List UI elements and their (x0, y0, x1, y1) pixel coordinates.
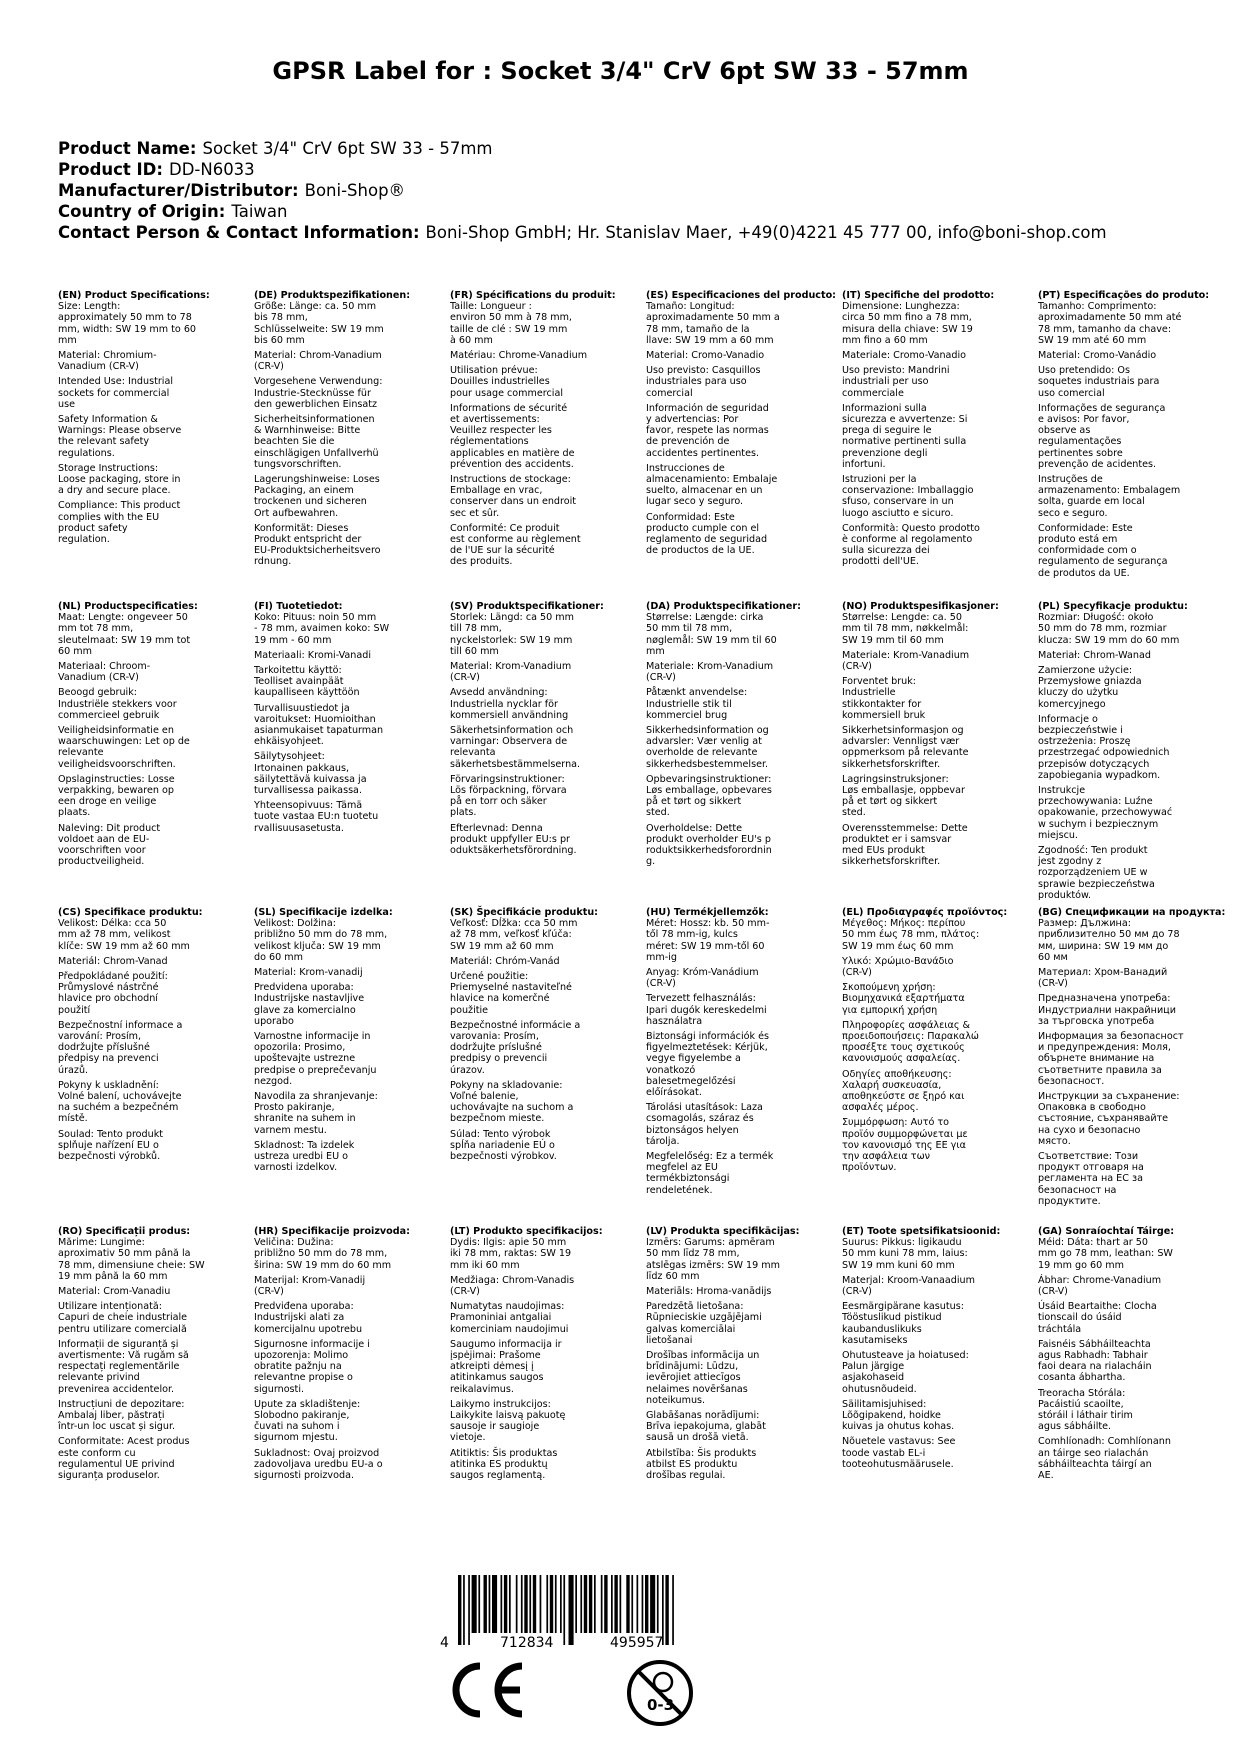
barcode-bar (584, 1575, 587, 1633)
section-paragraph: Méret: Hossz: kb. 50 mm- től 78 mm-ig, kulcs méret: SW 19 mm-től 60 mm-ig (646, 918, 770, 963)
section-paragraph: Compliance: This product complies with the EU product safety regulation. (58, 500, 181, 546)
spec-section (450, 601, 638, 860)
barcode-digits: 495957 (610, 1635, 664, 1650)
section-paragraph: Medžiaga: Chrom-Vanadis (CR-V) (450, 1274, 575, 1298)
section-heading: (NL) Productspecificaties: (58, 601, 198, 612)
barcode-bar (611, 1575, 613, 1633)
section-heading: (EN) Product Specifications: (58, 290, 210, 301)
section-paragraph: Opbevaringsinstruktioner: Løs emballage, opbevares på et tørt og sikkert sted. (646, 773, 772, 819)
spec-section (646, 290, 837, 560)
section-paragraph: Instrucțiuni de depozitare: Ambalaj liber, păstrați într-un loc uscat și sigur. (58, 1398, 185, 1433)
section-paragraph: Materijal: Krom-Vanadij (CR-V) (254, 1274, 366, 1298)
section-paragraph: Upute za skladištenje: Slobodno pakiranje, čuvati na suhom i sigurnom mjestu. (254, 1398, 361, 1444)
section-paragraph: Größe: Länge: ca. 50 mm bis 78 mm, Schlüsselweite: SW 19 mm bis 60 mm (254, 301, 384, 346)
section-paragraph: Safety Information & Warnings: Please observe the relevant safety regulations. (58, 414, 182, 459)
contact-label: Contact Person & Contact Information: (58, 223, 420, 242)
spec-section (842, 1226, 1030, 1474)
spec-section (1038, 907, 1226, 1211)
barcode-bar (504, 1575, 507, 1633)
section-paragraph: Maat: Lengte: ongeveer 50 mm tot 78 mm, sleutelmaat: SW 19 mm tot 60 mm (58, 612, 191, 657)
section-paragraph: Bezpečnostné informácie a varovania: Prosím, dodržujte príslušné predpisy o prevencii úrazov. (450, 1019, 581, 1076)
section-paragraph: Treoracha Stórála: Pacáistiú scaoilte, stóráil i láthair tirim agus sábháilte. (1038, 1387, 1133, 1433)
section-paragraph: Sikkerhetsinformasjon og advarsler: Vennligst vær oppmerksom på relevante sikkerhetsforskrifter. (842, 725, 969, 770)
section-paragraph: Uso previsto: Mandrini industriali per uso commerciale (842, 365, 950, 399)
section-paragraph: Atbilstība: Šis produkts atbilst ES produktu drošības regulai. (646, 1447, 757, 1482)
section-paragraph: Størrelse: Lengde: ca. 50 mm til 78 mm, nøkkelmål: SW 19 mm til 60 mm (842, 612, 969, 646)
section-paragraph: Sukladnost: Ovaj proizvod zadovoljava uredbu EU-a o sigurnosti proizvoda. (254, 1447, 383, 1482)
section-paragraph: Mărime: Lungime: aproximativ 50 mm până la 78 mm, dimensiune cheie: SW 19 mm până la 60 mm (58, 1237, 205, 1282)
section-paragraph: Materjal: Kroom-Vanaadium (CR-V) (842, 1274, 975, 1298)
section-paragraph: Conformidad: Este producto cumple con el reglamento de seguridad de productos de la UE. (646, 511, 768, 557)
barcode-digits: 712834 (500, 1635, 554, 1650)
section-paragraph: Instruções de armazenamento: Embalagem solta, guarde em local seco e seguro. (1038, 474, 1181, 519)
section-paragraph: Súlad: Tento výrobok spĺňa nariadenie EÚ o bezpečnosti výrobkov. (450, 1128, 557, 1163)
barcode-bar (594, 1575, 596, 1633)
barcode-bar (642, 1575, 644, 1633)
section-paragraph: Vorgesehene Verwendung: Industrie-Stecknüsse für den gewerblichen Einsatz (254, 376, 383, 410)
section-paragraph: Informazioni sulla sicurezza e avvertenze: Si prega di seguire le normative pertinenti sulla prevenzione degli infortuni. (842, 402, 968, 470)
section-paragraph: Méid: Dáta: thart ar 50 mm go 78 mm, leathan: SW 19 mm go 60 mm (1038, 1237, 1173, 1271)
section-paragraph: Rozmiar: Długość: około 50 mm do 78 mm, rozmiar klucza: SW 19 mm do 60 mm (1038, 612, 1180, 646)
section-heading: (HU) Termékjellemzők: (646, 907, 769, 918)
section-paragraph: Materiał: Chrom-Wanad (1038, 649, 1151, 661)
section-paragraph: Material: Chromium- Vanadium (CR-V) (58, 350, 157, 373)
section-paragraph: Dydis: Ilgis: apie 50 mm iki 78 mm, raktas: SW 19 mm iki 60 mm (450, 1237, 572, 1271)
section-paragraph: Información de seguridad y advertencias: Por favor, respete las normas de prevención de accidentes pertinentes. (646, 402, 769, 459)
product-info (58, 138, 1107, 243)
spec-section (646, 907, 834, 1200)
section-paragraph: Sigurnosne informacije i upozorenja: Molimo obratite pažnju na relevantne propise o sigurnosti. (254, 1338, 370, 1395)
section-paragraph: Veiligheidsinformatie en waarschuwingen: Let op de relevante veiligheidsvoorschriften. (58, 725, 190, 770)
section-paragraph: Storage Instructions: Loose packaging, store in a dry and secure place. (58, 462, 181, 497)
section-paragraph: Инструкции за съхранение: Опаковка в свободно състояние, съхранявайте на сухо и безопасно място. (1038, 1091, 1180, 1147)
section-paragraph: Størrelse: Længde: cirka 50 mm til 78 mm, nøglemål: SW 19 mm til 60 mm (646, 612, 777, 657)
section-paragraph: Säilytysohjeet: Irtonainen pakkaus, säilytettävä kuivassa ja turvallisessa paikassa. (254, 751, 367, 797)
section-paragraph: Pokyny k uskladnění: Volné balení, uchovávejte na suchém a bezpečném místě. (58, 1079, 182, 1125)
section-heading: (EL) Προδιαγραφές προϊόντος: (842, 907, 1008, 918)
section-heading: (NO) Produktspesifikasjoner: (842, 601, 999, 612)
section-paragraph: Zamierzone użycie: Przemysłowe gniazda kluczy do użytku komercyjnego (1038, 665, 1142, 710)
origin: Taiwan (231, 202, 288, 221)
section-paragraph: Uso previsto: Casquillos industriales para uso comercial (646, 365, 761, 399)
contact-row (58, 222, 1107, 243)
section-paragraph: Lagringsinstruksjoner: Løs emballasje, oppbevar på et tørt og sikkert sted. (842, 773, 965, 819)
section-paragraph: Tamaño: Longitud: aproximadamente 50 mm a 78 mm, tamaño de la llave: SW 19 mm a 60 mm (646, 301, 780, 346)
spec-section (450, 1226, 638, 1485)
spec-section (254, 1226, 442, 1485)
section-paragraph: Σκοπούμενη χρήση: Βιομηχανικά εξαρτήματα για εμπορική χρήση (842, 982, 965, 1016)
section-paragraph: Bezpečnostní informace a varování: Prosím, dodržujte příslušné předpisy na prevenci úrazů. (58, 1019, 183, 1076)
section-paragraph: Matériau: Chrome-Vanadium (450, 350, 588, 362)
section-paragraph: Materiaal: Chroom- Vanadium (CR-V) (58, 661, 151, 684)
barcode-bar (478, 1575, 480, 1633)
section-paragraph: Storlek: Längd: ca 50 mm till 78 mm, nyckelstorlek: SW 19 mm till 60 mm (450, 612, 574, 657)
section-paragraph: Materiale: Cromo-Vanadio (842, 350, 967, 362)
spec-section (254, 601, 442, 838)
barcode-bar (484, 1575, 487, 1633)
section-paragraph: Atitiktis: Šis produktas atitinka ES produktų saugos reglamentą. (450, 1447, 558, 1482)
barcode-bar (665, 1575, 668, 1645)
barcode-bar (672, 1575, 674, 1645)
section-heading: (LT) Produkto specifikacijos: (450, 1226, 603, 1237)
section-paragraph: Οδηγίες αποθήκευσης: Χαλαρή συσκευασία, αποθηκεύστε σε ξηρό και ασφαλές μέρος. (842, 1068, 965, 1114)
section-heading: (DA) Produktspecifikationer: (646, 601, 801, 612)
spec-section (58, 601, 246, 871)
section-paragraph: Forventet bruk: Industrielle stikkontakter for kommersiell bruk (842, 676, 926, 721)
section-paragraph: Sicherheitsinformationen & Warnhinweise: Bitte beachten Sie die einschlägigen Unfallverhü tungsvorschriften. (254, 414, 379, 470)
section-paragraph: Предназначена употреба: Индустриални накрайници за търговска употреба (1038, 993, 1176, 1027)
section-paragraph: Izmērs: Garums: apmēram 50 mm līdz 78 mm, atslēgas izmērs: SW 19 mm līdz 60 mm (646, 1237, 780, 1282)
spec-section (58, 907, 246, 1166)
barcode-bar (645, 1575, 648, 1633)
section-paragraph: Tárolási utasítások: Laza csomagolás, száraz és biztonságos helyen tárolja. (646, 1102, 763, 1147)
section-paragraph: Anyag: Króm-Vanádium (CR-V) (646, 967, 759, 990)
barcode-bar (472, 1575, 477, 1633)
section-paragraph: Istruzioni per la conservazione: Imballaggio sfuso, conservare in un luogo asciutto e sicuro. (842, 474, 974, 519)
barcode-bar (631, 1575, 633, 1633)
spec-section (842, 907, 1030, 1177)
barcode-bar (601, 1575, 603, 1633)
section-heading: (SV) Produktspecifikationer: (450, 601, 604, 612)
section-paragraph: Materiale: Krom-Vanadium (CR-V) (646, 661, 774, 684)
section-paragraph: Materiāls: Hroma-vanādijs (646, 1286, 772, 1298)
section-paragraph: Μέγεθος: Μήκος: περίπου 50 mm έως 78 mm, πλάτος: SW 19 mm έως 60 mm (842, 918, 980, 952)
section-paragraph: Nõuetele vastavus: See toode vastab EL-i tooteohutusmäärusele. (842, 1436, 956, 1470)
section-paragraph: Υλικό: Χρώμιο-Βανάδιο (CR-V) (842, 955, 954, 979)
barcode-bar (657, 1575, 659, 1633)
barcode-bar (575, 1575, 577, 1633)
section-paragraph: Laikymo instrukcijos: Laikykite laisvą pakuotę sausoje ir saugioje vietoje. (450, 1398, 566, 1444)
spec-section (254, 907, 442, 1177)
section-paragraph: Megfelelőség: Ez a termék megfelel az EU termékbiztonsági rendeletének. (646, 1151, 774, 1196)
section-paragraph: Instrukcje przechowywania: Luźne opakowanie, przechowywać w suchym i bezpiecznym miejscu. (1038, 785, 1173, 841)
section-paragraph: Navodila za shranjevanje: Prosto pakiranje, shranite na suhem in varnem mestu. (254, 1091, 378, 1136)
barcode-bar (569, 1575, 574, 1645)
barcode-bar (550, 1575, 553, 1633)
section-heading: (LV) Produkta specifikācijas: (646, 1226, 800, 1237)
section-paragraph: Sikkerhedsinformation og advarsler: Vær venlig at overholde de relevante sikkerhedsbestemmelser. (646, 725, 769, 770)
section-heading: (CS) Specifikace produktu: (58, 907, 203, 918)
section-paragraph: Informations de sécurité et avertissements: Veuillez respecter les réglementations applicables en matière de prévention des accidents. (450, 402, 575, 470)
barcode-bar (516, 1575, 518, 1633)
section-paragraph: Naleving: Dit product voldoet aan de EU- voorschriften voor productveiligheid. (58, 822, 161, 868)
section-paragraph: Съответствие: Този продукт отговаря на регламента на ЕС за безопасност на продуктите. (1038, 1151, 1144, 1207)
section-paragraph: Veličina: Dužina: približno 50 mm do 78 mm, širina: SW 19 mm do 60 mm (254, 1237, 392, 1271)
contact: Boni-Shop GmbH; Hr. Stanislav Maer, +49(0)4221 45 777 00, info@boni-shop.com (425, 223, 1107, 242)
section-paragraph: Информация за безопасност и предупреждения: Моля, обърнете внимание на съответните правила за безопасност. (1038, 1031, 1184, 1087)
barcode-bar (604, 1575, 607, 1633)
barcode-bar (563, 1575, 565, 1645)
barcode-bar (492, 1575, 497, 1633)
section-paragraph: Předpokládané použití: Průmyslové nástrčné hlavice pro obchodní použití (58, 971, 168, 1016)
section-paragraph: Påtænkt anvendelse: Industrielle stik til kommerciel brug (646, 687, 748, 721)
section-heading: (ET) Toote spetsifikatsioonid: (842, 1226, 1001, 1237)
barcode-bar (589, 1575, 592, 1633)
barcode (440, 1575, 725, 1650)
section-paragraph: Conformità: Questo prodotto è conforme al regolamento sulla sicurezza dei prodotti dell'UE. (842, 522, 980, 568)
product-name: Socket 3/4" CrV 6pt SW 33 - 57mm (202, 139, 493, 158)
section-paragraph: Πληροφορίες ασφάλειας & προειδοποιήσεις: Παρακαλώ προσέξτε τους σχετικούς κανονισμούς ασφαλείας. (842, 1019, 979, 1065)
barcode-bar (524, 1575, 527, 1633)
section-heading: (DE) Produktspezifikationen: (254, 290, 411, 301)
barcode-bar (620, 1575, 622, 1633)
section-paragraph: Intended Use: Industrial sockets for commercial use (58, 376, 173, 410)
section-paragraph: Yhteensopivuus: Tämä tuote vastaa EU:n tuotetu rvallisuusasetusta. (254, 800, 379, 834)
section-paragraph: Material: Krom-vanadij (254, 967, 363, 979)
section-heading: (HR) Specifikacije proizvoda: (254, 1226, 410, 1237)
section-paragraph: Numatytas naudojimas: Pramoniniai antgaliai komerciniam naudojimui (450, 1301, 569, 1335)
ce-mark-icon (450, 1660, 530, 1720)
section-paragraph: Tamanho: Comprimento: aproximadamente 50 mm até 78 mm, tamanho da chave: SW 19 mm até 60 mm (1038, 301, 1182, 346)
section-heading: (RO) Specificații produs: (58, 1226, 191, 1237)
section-paragraph: Paredzētā lietošana: Rūpnieciskie uzgājējami galvas komerciālai lietošanai (646, 1301, 762, 1346)
barcode-bar (555, 1575, 557, 1633)
section-paragraph: Overholdelse: Dette produkt overholder EU's p roduktsikkerhedsforordnin g. (646, 822, 772, 868)
manufacturer-row (58, 180, 1107, 201)
origin-label: Country of Origin: (58, 202, 226, 221)
section-paragraph: Ohutusteave ja hoiatused: Palun järgige asjakohaseid ohutusnõudeid. (842, 1350, 969, 1395)
section-paragraph: Suurus: Pikkus: ligikaudu 50 mm kuni 78 mm, laius: SW 19 mm kuni 60 mm (842, 1237, 968, 1271)
barcode-bar (546, 1575, 548, 1633)
section-heading: (ES) Especificaciones del producto: (646, 290, 837, 301)
section-paragraph: Instructions de stockage: Emballage en vrac, conserver dans un endroit sec et sûr. (450, 474, 577, 519)
section-paragraph: Material: Crom-Vanadiu (58, 1286, 171, 1298)
section-paragraph: Material: Cromo-Vanadio (646, 350, 765, 362)
section-paragraph: Pokyny na skladovanie: Voľné balenie, uchovávajte na suchom a bezpečnom mieste. (450, 1079, 574, 1125)
section-paragraph: Predviđena uporaba: Industrijski alati za komercijalnu upotrebu (254, 1301, 363, 1335)
section-paragraph: Размер: Дължина: приблизително 50 мм до 78 мм, ширина: SW 19 мм до 60 мм (1038, 918, 1180, 963)
section-paragraph: Säilitamisjuhised: Lõõgipakend, hoidke kuivas ja ohutus kohas. (842, 1398, 955, 1433)
barcode-bar (637, 1575, 639, 1633)
section-paragraph: Материал: Хром-Ванадий (CR-V) (1038, 967, 1168, 990)
section-paragraph: Skladnost: Ta izdelek ustreza uredbi EU o varnosti izdelkov. (254, 1139, 355, 1174)
section-paragraph: Informații de siguranță și avertismente: Vă rugăm să respectați reglementările relevante privind prevenirea accidentelor. (58, 1338, 189, 1395)
barcode-bar (489, 1575, 491, 1633)
section-paragraph: Förvaringsinstruktioner: Lös förpackning, förvara på en torr och säker plats. (450, 773, 567, 819)
section-paragraph: Beoogd gebruik: Industriële stekkers voor commercieel gebruik (58, 687, 177, 721)
section-heading: (GA) Sonraíochtaí Táirge: (1038, 1226, 1175, 1237)
section-paragraph: Velikost: Délka: cca 50 mm až 78 mm, velikost klíče: SW 19 mm až 60 mm (58, 918, 190, 952)
section-paragraph: Saugumo informacija ir įspėjimai: Prašome atkreipti dėmesį į atitinkamus saugos reikalavimus. (450, 1338, 562, 1395)
section-heading: (FI) Tuotetiedot: (254, 601, 343, 612)
section-paragraph: Conformité: Ce produit est conforme au règlement de l'UE sur la sécurité des produits. (450, 522, 581, 568)
barcode-bar (501, 1575, 503, 1633)
product-id-row (58, 159, 1107, 180)
manufacturer-label: Manufacturer/Distributor: (58, 181, 299, 200)
spec-section (450, 907, 638, 1166)
section-paragraph: Conformitate: Acest produs este conform cu regulamentul UE privind siguranța produselor. (58, 1436, 190, 1482)
section-paragraph: Biztonsági információk és figyelmeztetések: Kérjük, vegye figyelembe a vonatkozó balesetmegelőzési előírásokat. (646, 1031, 769, 1099)
section-paragraph: Taille: Longueur : environ 50 mm à 78 mm, taille de clé : SW 19 mm à 60 mm (450, 301, 572, 346)
section-paragraph: Drošības informācija un brīdinājumi: Lūdzu, ievērojiet attiecīgos nelaimes novēršanas noteikumus. (646, 1350, 760, 1406)
spec-section (842, 290, 1030, 572)
barcode-bar (509, 1575, 511, 1633)
section-paragraph: Uso pretendido: Os soquetes industriais para uso comercial (1038, 365, 1160, 399)
section-paragraph: Overensstemmelse: Dette produktet er i samsvar med EUs produkt sikkerhetsforskrifter. (842, 822, 968, 868)
section-paragraph: Zgodność: Ten produkt jest zgodny z rozporządzeniem UE w sprawie bezpieczeństwa produktów. (1038, 845, 1155, 901)
section-paragraph: Materiál: Chrom-Vanad (58, 955, 168, 967)
section-heading: (PL) Specyfikacje produktu: (1038, 601, 1188, 612)
section-paragraph: Utilizare intenționată: Capuri de cheie industriale pentru utilizare comercială (58, 1301, 188, 1335)
spec-section (1038, 601, 1226, 905)
section-paragraph: Size: Length: approximately 50 mm to 78 mm, width: SW 19 mm to 60 mm (58, 301, 197, 346)
section-paragraph: Predvidena uporaba: Industrijske nastavljive glave za komercialno uporabo (254, 982, 365, 1027)
section-paragraph: Eesmärgipärane kasutus: Tööstuslikud pistikud kaubanduslikuks kasutamiseks (842, 1301, 964, 1346)
section-heading: (SK) Špecifikácie produktu: (450, 907, 599, 918)
barcode-bar (650, 1575, 655, 1633)
barcode-bar (580, 1575, 582, 1633)
section-heading: (BG) Спецификации на продукта: (1038, 907, 1226, 918)
page-title: GPSR Label for : Socket 3/4" CrV 6pt SW 33 - 57mm (272, 57, 969, 85)
barcode-bar (458, 1575, 461, 1645)
section-paragraph: Varnostne informacije in opozorila: Prosimo, upoštevajte ustrezne predpise o preprečevanju nezgod. (254, 1031, 377, 1087)
spec-section (646, 1226, 834, 1485)
section-paragraph: Určené použitie: Priemyselné nastaviteľné hlavice na komerčné použitie (450, 971, 572, 1016)
section-paragraph: Tarkoitettu käyttö: Teolliset avainpäät kaupalliseen käyttöön (254, 665, 360, 699)
product-id-label: Product ID: (58, 160, 163, 179)
section-paragraph: Utilisation prévue: Douilles industrielles pour usage commercial (450, 365, 563, 399)
spec-section (254, 290, 442, 572)
section-paragraph: Velikost: Dolžina: približno 50 mm do 78 mm, velikost ključa: SW 19 mm do 60 mm (254, 918, 388, 963)
section-paragraph: Konformität: Dieses Produkt entspricht der EU-Produktsicherheitsvero rdnung. (254, 522, 381, 568)
section-paragraph: Conformidade: Este produto está em conformidade com o regulamento de segurança de produtos da UE. (1038, 522, 1168, 579)
section-paragraph: Materiale: Krom-Vanadium (CR-V) (842, 649, 970, 673)
section-paragraph: Úsáid Beartaithe: Clocha tionscail do úsáid tráchtála (1038, 1301, 1157, 1335)
barcode-bar (614, 1575, 617, 1633)
spec-section (58, 290, 246, 549)
spec-section (1038, 290, 1226, 583)
section-paragraph: Material: Cromo-Vanádio (1038, 350, 1157, 362)
barcode-digits: 4 (440, 1635, 449, 1650)
section-paragraph: Comhlíonadh: Comhlíonann an táirge seo rialachán sábháilteachta táirgí an AE. (1038, 1436, 1171, 1482)
section-paragraph: Dimensione: Lunghezza: circa 50 mm fino a 78 mm, misura della chiave: SW 19 mm fino a 60 mm (842, 301, 973, 346)
section-paragraph: Material: Krom-Vanadium (CR-V) (450, 661, 572, 684)
section-paragraph: Informacje o bezpieczeństwie i ostrzeżenia: Proszę przestrzegać odpowiednich przepisów dotyczących zapobiegania wypadkom. (1038, 713, 1170, 781)
product-name-row (58, 138, 1107, 159)
barcode-bar (463, 1575, 465, 1645)
origin-row (58, 201, 1107, 222)
section-heading: (PT) Especificações do produto: (1038, 290, 1210, 301)
section-paragraph: Säkerhetsinformation och varningar: Observera de relevanta säkerhetsbestämmelserna. (450, 725, 581, 770)
barcode-bar (521, 1575, 523, 1633)
spec-section (646, 601, 834, 871)
section-paragraph: Faisnéis Sábháilteachta agus Rabhadh: Tabhair faoi deara na rialacháin cosanta ábhartha. (1038, 1338, 1152, 1384)
section-paragraph: Turvallisuustiedot ja varoitukset: Huomioithan asianmukaiset tapaturman ehkäisyohjeet. (254, 702, 384, 748)
spec-section (1038, 1226, 1226, 1485)
barcode-bar (626, 1575, 629, 1633)
section-paragraph: Glabāšanas norādījumi: Brīva iepakojuma, glabāt sausā un drošā vietā. (646, 1410, 766, 1444)
spec-section (842, 601, 1030, 871)
section-heading: (IT) Specifiche del prodotto: (842, 290, 995, 301)
section-paragraph: Veľkosť: Dĺžka: cca 50 mm až 78 mm, veľkosť kľúča: SW 19 mm až 60 mm (450, 918, 578, 952)
product-name-label: Product Name: (58, 139, 197, 158)
section-paragraph: Koko: Pituus: noin 50 mm - 78 mm, avaimen koko: SW 19 mm - 60 mm (254, 612, 390, 646)
manufacturer: Boni-Shop® (304, 181, 406, 200)
barcode-bar (529, 1575, 531, 1633)
section-paragraph: Soulad: Tento produkt splňuje nařízení EU o bezpečnosti výrobků. (58, 1128, 164, 1163)
product-id: DD-N6033 (168, 160, 255, 179)
spec-section (58, 1226, 246, 1485)
spec-section (450, 290, 638, 572)
section-paragraph: Avsedd användning: Industriella nycklar för kommersiell användning (450, 687, 569, 721)
section-paragraph: Instrucciones de almacenamiento: Embalaje suelto, almacenar en un lugar seco y seguro. (646, 462, 778, 508)
section-paragraph: Ábhar: Chrome-Vanadium (CR-V) (1038, 1274, 1162, 1298)
barcode-bar (540, 1575, 542, 1633)
section-paragraph: Συμμόρφωση: Αυτό το προϊόν συμμορφώνεται με τον κανονισμό της ΕΕ για την ασφάλεια των προϊόντων. (842, 1117, 968, 1174)
section-paragraph: Opslaginstructies: Losse verpakking, bewaren op een droge en veilige plaats. (58, 773, 175, 819)
age-warning-icon (625, 1658, 695, 1728)
section-paragraph: Tervezett felhasználás: Ipari dugók kereskedelmi használatra (646, 993, 767, 1027)
section-heading: (SL) Specifikacije izdelka: (254, 907, 393, 918)
age-label: 0-3 (647, 1696, 675, 1714)
section-paragraph: Materiaali: Kromi-Vanadi (254, 649, 372, 661)
section-heading: (FR) Spécifications du produit: (450, 290, 616, 301)
barcode-bar (468, 1575, 470, 1645)
section-paragraph: Efterlevnad: Denna produkt uppfyller EU:s pr oduktsäkerhetsförordning. (450, 822, 577, 857)
section-paragraph: Material: Chrom-Vanadium (CR-V) (254, 350, 382, 373)
section-paragraph: Informações de segurança e avisos: Por favor, observe as regulamentações pertinentes sobre prevenção de acidentes. (1038, 402, 1166, 470)
barcode-bar (533, 1575, 536, 1633)
section-paragraph: Lagerungshinweise: Loses Packaging, an einem trockenen und sicheren Ort aufbewahren. (254, 474, 380, 519)
section-paragraph: Materiál: Chróm-Vanád (450, 955, 560, 967)
barcode-bar (560, 1575, 562, 1633)
